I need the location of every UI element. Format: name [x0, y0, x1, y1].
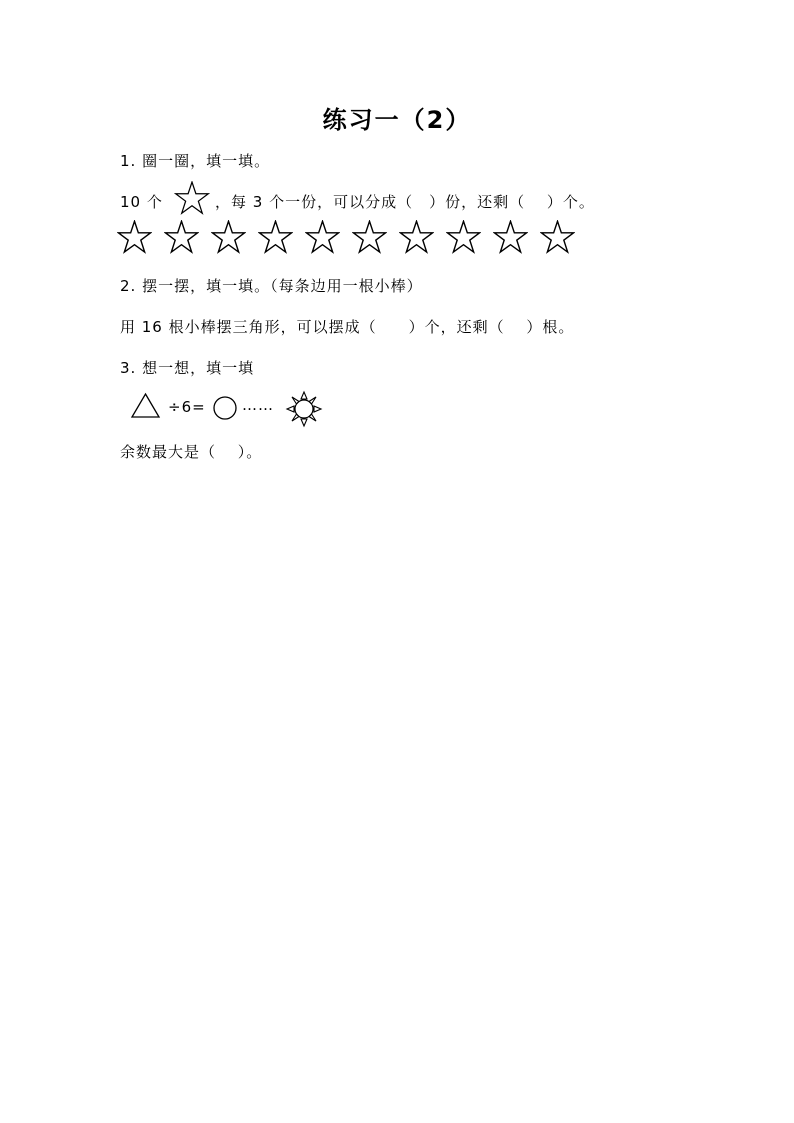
star-outline-icon — [446, 220, 481, 254]
q3-heading: 3. 想一想，填一填 — [120, 359, 255, 377]
q3-question: 余数最大是（ ）。 — [120, 443, 263, 461]
q1-count-prefix: 10 个 — [120, 193, 163, 211]
q2-question: 用 16 根小棒摆三角形，可以摆成（ ）个，还剩（ ）根。 — [120, 318, 575, 336]
star-outline-icon — [117, 220, 152, 254]
sun-icon — [285, 390, 323, 428]
star-outline-icon — [399, 220, 434, 254]
q3-dots: …… — [242, 396, 274, 414]
star-outline-icon — [305, 220, 340, 254]
triangle-icon — [130, 392, 161, 419]
q1-heading: 1. 圈一圈，填一填。 — [120, 152, 271, 170]
star-outline-icon — [493, 220, 528, 254]
star-outline-icon — [352, 220, 387, 254]
star-row — [117, 220, 575, 254]
page-title: 练习一（2） — [322, 106, 472, 134]
q2-heading: 2. 摆一摆，填一填。（每条边用一根小棒） — [120, 277, 423, 295]
q1-question: ，每 3 个一份，可以分成（ ）份，还剩（ ）个。 — [215, 193, 595, 211]
star-outline-icon — [174, 181, 210, 215]
star-outline-icon — [540, 220, 575, 254]
star-outline-icon — [258, 220, 293, 254]
q3-equation-op: ÷6= — [168, 398, 206, 416]
star-outline-icon — [211, 220, 246, 254]
circle-icon — [212, 395, 238, 421]
star-outline-icon — [164, 220, 199, 254]
